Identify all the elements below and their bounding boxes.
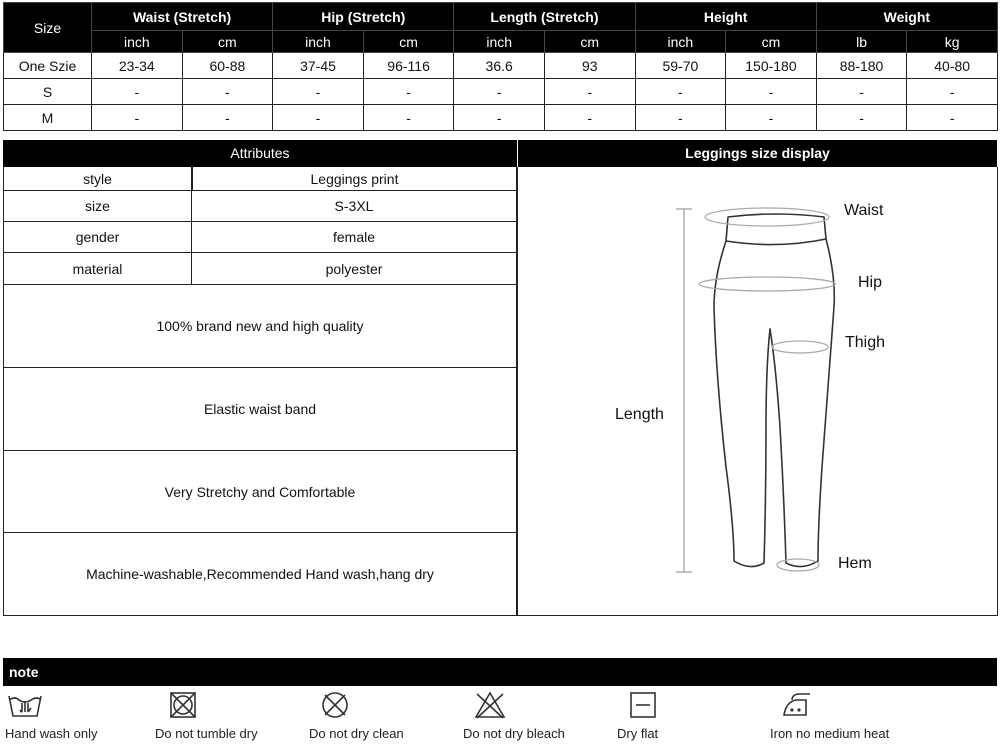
table-cell: 88-180 [816, 53, 907, 79]
table-cell: 96-116 [363, 53, 454, 79]
table-cell: - [273, 79, 364, 105]
attribute-value: S-3XL [334, 198, 374, 214]
size-cell: One Szie [4, 53, 92, 79]
iron-medium-heat-icon [770, 690, 826, 720]
table-cell: - [454, 105, 545, 131]
attribute-key: size [4, 191, 192, 221]
table-cell: 23-34 [92, 53, 183, 79]
table-cell: - [363, 105, 454, 131]
table-cell: - [726, 79, 817, 105]
group-header-hip: Hip (Stretch) [273, 3, 454, 31]
feature-text: Very Stretchy and Comfortable [4, 451, 516, 533]
size-chart-table [3, 2, 998, 131]
table-cell: 36.6 [454, 53, 545, 79]
group-header-length: Length (Stretch) [454, 3, 635, 31]
feature-text: Elastic waist band [4, 368, 516, 451]
unit-header: cm [544, 31, 635, 53]
table-cell: 37-45 [273, 53, 364, 79]
unit-header: inch [635, 31, 726, 53]
table-cell: 59-70 [635, 53, 726, 79]
group-header-weight: Weight [816, 3, 997, 31]
attribute-row [4, 253, 516, 285]
table-cell: 40-80 [907, 53, 998, 79]
display-header: Leggings size display [518, 140, 997, 167]
care-item [5, 690, 98, 741]
care-label: Do not dry bleach [463, 726, 565, 741]
no-dry-clean-icon [309, 690, 365, 720]
leggings-diagram [518, 167, 999, 616]
unit-header: lb [816, 31, 907, 53]
care-label: Dry flat [617, 726, 659, 741]
hip-label: Hip [858, 274, 883, 291]
hand-wash-icon [5, 690, 45, 720]
care-item [309, 690, 404, 741]
care-item [770, 690, 889, 741]
attribute-row [4, 191, 516, 222]
note-header: note [3, 658, 997, 686]
table-cell: - [816, 79, 907, 105]
no-bleach-icon [463, 690, 519, 720]
group-header-height: Height [635, 3, 816, 31]
attribute-value: Leggings print [310, 170, 399, 187]
care-item [463, 690, 565, 741]
attribute-key: gender [4, 222, 192, 252]
table-cell: 93 [544, 53, 635, 79]
care-label: Do not dry clean [309, 726, 404, 741]
care-label: Do not tumble dry [155, 726, 258, 741]
length-label: Length [615, 406, 664, 423]
table-cell: - [544, 79, 635, 105]
unit-header: kg [907, 31, 998, 53]
unit-header: cm [726, 31, 817, 53]
table-cell: - [635, 79, 726, 105]
attribute-value: female [332, 229, 376, 245]
table-row [4, 53, 998, 79]
no-tumble-dry-icon [155, 690, 211, 720]
size-cell: M [4, 105, 92, 131]
unit-header: inch [273, 31, 364, 53]
feature-text: Machine-washable,Recommended Hand wash,hang dry [4, 533, 516, 616]
attribute-key: style [4, 167, 193, 190]
table-cell: - [454, 79, 545, 105]
care-label: Hand wash only [5, 726, 98, 741]
table-cell: - [273, 105, 364, 131]
table-cell: - [635, 105, 726, 131]
table-cell: - [182, 79, 273, 105]
unit-header: cm [182, 31, 273, 53]
table-row [4, 79, 998, 105]
care-item [155, 690, 258, 741]
table-cell: - [726, 105, 817, 131]
hem-label: Hem [838, 555, 872, 572]
attributes-header: Attributes [3, 140, 517, 167]
care-item [617, 690, 658, 741]
unit-header: inch [92, 31, 183, 53]
table-row [4, 105, 998, 131]
leggings-display-panel [517, 167, 998, 616]
table-cell: - [907, 105, 998, 131]
table-cell: - [182, 105, 273, 131]
unit-header: cm [363, 31, 454, 53]
size-cell: S [4, 79, 92, 105]
dry-flat-icon [617, 690, 657, 720]
table-cell: 60-88 [182, 53, 273, 79]
attribute-value: polyester [325, 260, 383, 277]
waist-label: Waist [844, 202, 884, 219]
table-cell: - [816, 105, 907, 131]
attribute-row [4, 167, 516, 191]
care-label: Iron no medium heat [770, 726, 890, 741]
table-cell: - [363, 79, 454, 105]
group-header-waist: Waist (Stretch) [92, 3, 273, 31]
table-cell: - [544, 105, 635, 131]
attributes-panel [3, 167, 517, 616]
unit-header: inch [454, 31, 545, 53]
feature-text: 100% brand new and high quality [4, 285, 516, 368]
thigh-label: Thigh [845, 334, 886, 351]
table-cell: - [907, 79, 998, 105]
attribute-key: material [4, 253, 192, 284]
table-cell: 150-180 [726, 53, 817, 79]
table-cell: - [92, 79, 183, 105]
table-cell: - [92, 105, 183, 131]
size-header: Size [4, 3, 92, 53]
attribute-row [4, 222, 516, 253]
